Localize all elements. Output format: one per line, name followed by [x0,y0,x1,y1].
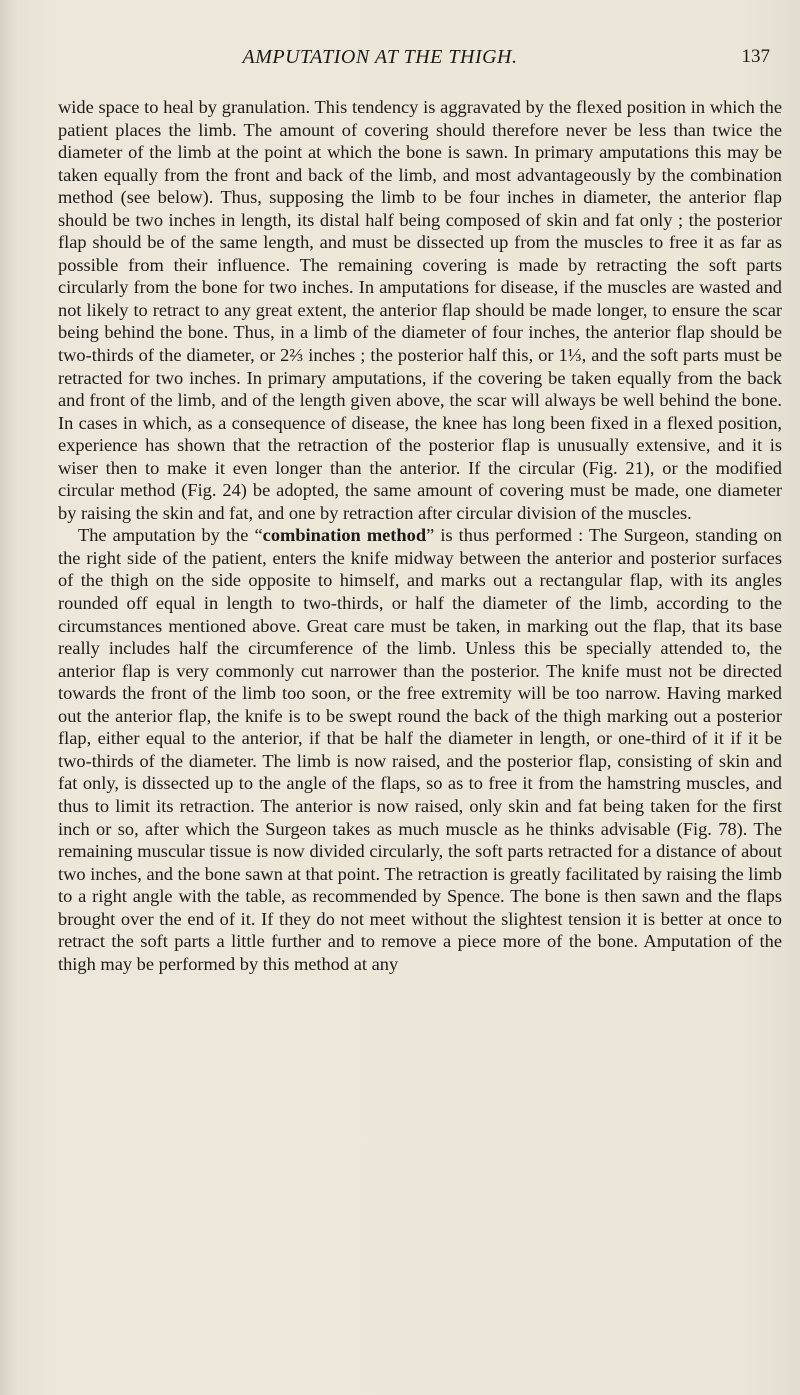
page-number: 137 [741,46,770,67]
paragraph-2-rest: ” is thus performed : The Surgeon, standing on the right side of the patient, enters the knife midway between the anterior and posterior surfaces of the thigh on the side opposite to himself, and marks out a rectangular flap, with its angles rounded off equal in length to two-thirds, or half the diameter of the limb, according to the circumstances mentioned above. Great care must be taken, in marking out the flap, that its base really includes half the circumference of the limb. Unless this be specially attended to, the anterior flap is very commonly cut narrower than the posterior. The knife must not be directed towards the front of the limb too soon, or the free extremity will be too narrow. Having marked out the anterior flap, the knife is to be swept round the back of the thigh marking out a posterior flap, either equal to the anterior, if that be half the diameter in length, or one-third of it if it be two-thirds of the diameter. The limb is now raised, and the posterior flap, consisting of skin and fat only, is dissected up to the angle of the flaps, so as to free it from the hamstring muscles, and thus to limit its retraction. The anterior is now raised, only skin and fat being taken for the first inch or so, after which the Surgeon takes as much muscle as he thinks advisable (Fig. 78). The remaining muscular tissue is now divided circularly, the soft parts retracted for a distance of about two inches, and the bone sawn at that point. The retraction is greatly facilitated by raising the limb to a right angle with the table, as recommended by Spence. The bone is then sawn and the flaps brought over the end of it. If they do not meet without the slightest tension it is better at once to retract the soft parts a little further and to remove a piece more of the bone. Amputation of the thigh may be performed by this method at any [58,525,782,974]
page-header [0,46,800,76]
combination-method-term: combination method [262,525,427,546]
paragraph-2 [58,524,782,975]
paragraph-2-lead: The amputation by the “ [78,525,263,546]
body-text [58,96,782,975]
running-title: AMPUTATION AT THE THIGH. [242,46,518,68]
paragraph-1: wide space to heal by granulation. This tendency is aggravated by the flexed position in which the patient places the limb. The amount of covering should therefore never be less than twice the diameter of the limb at the point at which the bone is sawn. In primary amputations this may be taken equally from the front and back of the limb, and most advantageously by the combination method (see below). Thus, supposing the limb to be four inches in diameter, the anterior flap should be two inches in length, its distal half being composed of skin and fat only ; the posterior flap should be of the same length, and must be dissected up from the muscles to free it as far as possible from their influence. The remaining covering is made by retracting the soft parts circularly from the bone for two inches. In amputations for disease, if the muscles are wasted and not likely to retract to any great extent, the anterior flap should be made longer, to ensure the scar being behind the bone. Thus, in a limb of the diameter of four inches, the anterior flap should be two-thirds of the diameter, or 2⅔ inches ; the posterior half this, or 1⅓, and the soft parts must be retracted for two inches. In primary amputations, if the covering be taken equally from the back and front of the limb, and of the length given above, the scar will always be well behind the bone. In cases in which, as a consequence of disease, the knee has long been fixed in a flexed position, experience has shown that the retraction of the posterior flap is unusually extensive, and it is wiser then to make it even longer than the anterior. If the circular (Fig. 21), or the modified circular method (Fig. 24) be adopted, the same amount of covering must be made, one diameter by raising the skin and fat, and one by retraction after circular division of the muscles. [58,97,782,523]
